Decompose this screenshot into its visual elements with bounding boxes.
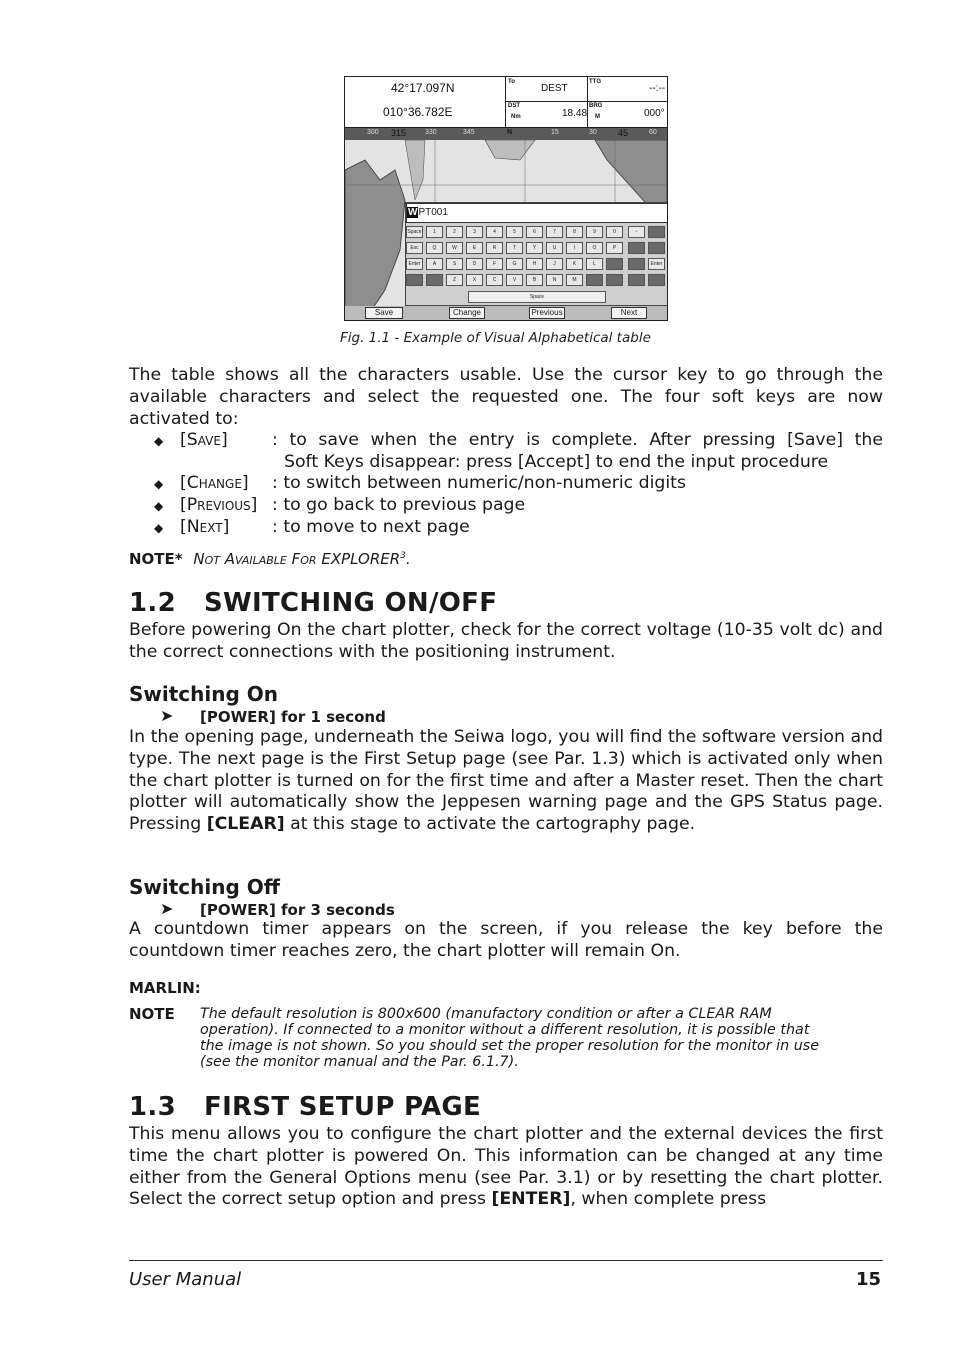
bullet-icon: ◆ (154, 521, 164, 535)
switching-on-text-end: at this stage to activate the cartography page. (284, 814, 696, 835)
compass-strip (345, 128, 667, 140)
section-heading-1-3: 1.3 FIRST SETUP PAGE (129, 1092, 482, 1122)
brg-label: BRG (589, 103, 603, 109)
keyboard-key[interactable]: L (586, 258, 603, 270)
keyboard-key[interactable]: 9 (586, 226, 603, 238)
switching-off-paragraph: A countdown timer appears on the screen, if you release the key before the countdown timer reaches zero, the chart plotter will remain On. (129, 919, 883, 961)
keyboard-key[interactable]: Y (526, 242, 543, 254)
keyboard-key[interactable]: O (586, 242, 603, 254)
keyboard-key[interactable] (606, 274, 623, 286)
dst-label: DST (508, 103, 520, 109)
to-label: To (508, 79, 515, 85)
arrow-icon: ➤ (160, 899, 174, 918)
intro-paragraph: The table shows all the characters usable. Use the cursor key to go through the available characters and select the requested one. The four soft keys are now activated to: (129, 365, 883, 429)
marlin-label: MARLIN: (129, 979, 201, 997)
footer-title: User Manual (129, 1269, 242, 1290)
footer-rule (129, 1260, 883, 1261)
compass-tick: 315 (391, 128, 407, 138)
save-desc: : to save when the entry is complete. After pressing [Save] the (272, 430, 883, 450)
input-text: PT001 (418, 207, 448, 218)
note-sup: 3 (400, 551, 406, 561)
keyboard-key[interactable]: Q (426, 242, 443, 254)
keyboard-key[interactable] (648, 242, 665, 254)
change-desc: : to switch between numeric/non-numeric digits (272, 473, 686, 493)
keyboard-key[interactable]: Z (446, 274, 463, 286)
keyboard-key[interactable]: 8 (566, 226, 583, 238)
keyboard-key[interactable]: Enter (648, 258, 665, 270)
keyboard-key[interactable]: N (546, 274, 563, 286)
longitude: 010°36.782E (383, 105, 453, 119)
page-number: 15 (856, 1269, 882, 1290)
keyboard-key[interactable]: 0 (606, 226, 623, 238)
keyboard-key[interactable]: R (486, 242, 503, 254)
ttg-label: TTG (589, 79, 601, 85)
keyboard-key[interactable]: 4 (486, 226, 503, 238)
soft-key-bar (345, 306, 667, 320)
keyboard-key[interactable]: D (466, 258, 483, 270)
soft-change-button[interactable]: Change (449, 307, 485, 319)
compass-tick: 330 (425, 129, 437, 136)
previous-key: [Previous] (180, 495, 258, 515)
keyboard-key[interactable]: H (526, 258, 543, 270)
nav-data-header (345, 77, 667, 128)
note-label: NOTE* (129, 550, 183, 568)
brg-value: 000° (644, 108, 665, 119)
keyboard-key[interactable] (406, 274, 423, 286)
ttg-value: --:-- (649, 83, 666, 94)
keyboard-key[interactable]: J (546, 258, 563, 270)
switching-on-command: [POWER] for 1 second (200, 708, 386, 726)
keyboard-key[interactable] (648, 226, 665, 238)
soft-previous-button[interactable]: Previous (529, 307, 565, 319)
keyboard-key[interactable]: M (566, 274, 583, 286)
alphabetical-keyboard (405, 202, 668, 306)
next-key: [Next] (180, 517, 230, 537)
switching-on-text: In the opening page, underneath the Seiwa logo, you will find the software version and type. The next page is the First Setup page (see Par. 1.3) which is activated only when the chart plotter is turned on for the first time and after a Master reset. Then the chart plotter will automatically show the Jeppesen warning page and the GPS Status page. Pressing (129, 727, 883, 835)
keyboard-key[interactable]: P (606, 242, 623, 254)
switching-off-heading: Switching Off (129, 875, 280, 899)
keyboard-key[interactable]: S (446, 258, 463, 270)
keyboard-key[interactable]: 2 (446, 226, 463, 238)
chart-plotter-figure (344, 76, 668, 321)
keyboard-key[interactable]: 3 (466, 226, 483, 238)
keyboard-key[interactable]: X (466, 274, 483, 286)
keyboard-key[interactable] (586, 274, 603, 286)
section-1-3-text: This menu allows you to configure the chart plotter and the external devices the first time the chart plotter is powered On. This information can be changed at any time either from the General Options menu (see Par. 3.1) or by resetting the chart plotter. Select the correct setup option and press (129, 1124, 883, 1210)
section-heading-1-2: 1.2 SWITCHING ON/OFF (129, 588, 498, 618)
latitude: 42°17.097N (391, 81, 455, 95)
keyboard-key[interactable]: V (506, 274, 523, 286)
save-desc-cont: Soft Keys disappear: press [Accept] to end the input procedure (284, 452, 829, 472)
enter-key: [ENTER] (491, 1189, 571, 1210)
keyboard-key[interactable] (628, 242, 645, 254)
keyboard-key[interactable]: Enter (406, 258, 423, 270)
note-label: NOTE (129, 1005, 175, 1023)
keyboard-key[interactable]: 6 (526, 226, 543, 238)
keyboard-key[interactable]: - (628, 226, 645, 238)
bullet-icon: ◆ (154, 477, 164, 491)
note-resolution: The default resolution is 800x600 (manufactory condition or after a CLEAR RAM operation). If connected to a monitor without a different resolution, it is possible that the image is not shown. So you should set the proper resolution for the monitor in use (see the monitor manual and the Par. 6.1.7). (200, 1006, 820, 1070)
note-text: Not Available For EXPLORER (193, 550, 401, 568)
bullet-icon: ◆ (154, 434, 164, 448)
dest-value: DEST (541, 83, 568, 94)
save-key: [Save] (180, 430, 228, 450)
switching-off-command: [POWER] for 3 seconds (200, 901, 395, 919)
note-explorer: NOTE* Not Available For EXPLORER$^3$. (129, 550, 411, 568)
compass-tick: 300 (367, 129, 379, 136)
switching-on-heading: Switching On (129, 682, 279, 706)
soft-save-button[interactable]: Save (365, 307, 403, 319)
keyboard-key[interactable]: A (426, 258, 443, 270)
keyboard-key[interactable] (648, 274, 665, 286)
keyboard-key[interactable]: Space (406, 226, 423, 238)
keyboard-key[interactable] (606, 258, 623, 270)
next-desc: : to move to next page (272, 517, 470, 537)
keyboard-key[interactable]: 1 (426, 226, 443, 238)
keyboard-key[interactable]: E (466, 242, 483, 254)
bullet-icon: ◆ (154, 499, 164, 513)
keyboard-key[interactable]: F (486, 258, 503, 270)
keyboard-key[interactable]: U (546, 242, 563, 254)
compass-tick: 345 (463, 129, 475, 136)
keyboard-key[interactable]: T (506, 242, 523, 254)
compass-tick: N (507, 129, 513, 136)
soft-next-button[interactable]: Next (611, 307, 647, 319)
section-1-3-paragraph (129, 1124, 883, 1211)
keyboard-key[interactable]: W (446, 242, 463, 254)
keyboard-key[interactable]: C (486, 274, 503, 286)
keyboard-key[interactable] (426, 274, 443, 286)
waypoint-name-input[interactable] (406, 203, 668, 223)
key-space[interactable]: Space (468, 291, 606, 303)
input-cursor: W (408, 207, 418, 218)
change-key: [Change] (180, 473, 249, 493)
compass-tick: 60 (649, 129, 657, 136)
compass-tick: 30 (589, 129, 597, 136)
arrow-icon: ➤ (160, 706, 174, 725)
keyboard-key[interactable]: G (506, 258, 523, 270)
clear-key: [CLEAR] (206, 814, 285, 835)
switching-on-paragraph (129, 727, 883, 836)
keyboard-key[interactable]: K (566, 258, 583, 270)
section-1-3-text-end: , when complete press (570, 1189, 767, 1210)
section-1-2-paragraph: Before powering On the chart plotter, check for the correct voltage (10-35 volt dc) and the correct connections with the positioning instrument. (129, 620, 883, 662)
keyboard-key[interactable]: B (526, 274, 543, 286)
previous-desc: : to go back to previous page (272, 495, 526, 515)
keyboard-key[interactable] (628, 274, 645, 286)
dst-value: 18.48 (562, 108, 588, 119)
compass-tick: 45 (618, 128, 629, 138)
keyboard-key[interactable] (628, 258, 645, 270)
keyboard-key[interactable]: I (566, 242, 583, 254)
m-label: M (595, 114, 600, 120)
figure-caption: Fig. 1.1 - Example of Visual Alphabetical table (340, 330, 651, 346)
keyboard-key[interactable]: 5 (506, 226, 523, 238)
nm-label: Nm (511, 114, 521, 120)
keyboard-key[interactable]: 7 (546, 226, 563, 238)
compass-tick: 15 (551, 129, 559, 136)
keyboard-key[interactable]: Esc (406, 242, 423, 254)
